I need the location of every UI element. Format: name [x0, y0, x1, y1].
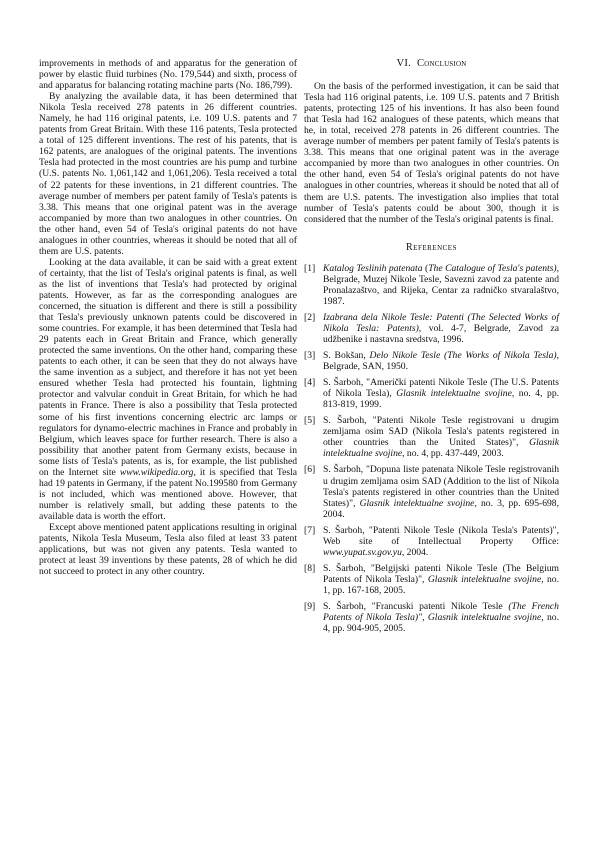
- references-heading: References: [406, 241, 457, 253]
- reference-text: S. Šarboh, "Patenti Nikole Tesle (Nikola Tesla's Patents)", Web site of Intellectual Property Office: www.yupat.sv.gov.yu, 2004.: [323, 524, 559, 558]
- reference-text: S. Šarboh, "Patenti Nikole Tesle registrovani u drugim zemljama osim SAD (Nikola Tesla's patents registered in other countries than the United States)", Glasnik intelektualne svojine, no. 4, pp. 437-449, 2003.: [323, 415, 559, 460]
- reference-item: [304, 415, 559, 459]
- section-heading: [304, 58, 559, 69]
- reference-number: [8]: [304, 562, 316, 574]
- wikipedia-link: www.wikipedia.org: [119, 466, 194, 478]
- reference-text: S. Šarboh, "Dopuna liste patenata Nikole Tesle registrovanih u drugim zemljama osim SAD (Addition to the list of Nikola Tesla's patents registered in other countries than the United States)", Glasnik intelektualne svojine, no. 3, pp. 695-698, 2004.: [323, 464, 559, 520]
- right-column: [304, 58, 559, 639]
- reference-item: [304, 312, 559, 345]
- reference-number: [3]: [304, 350, 316, 362]
- reference-item: [304, 377, 559, 410]
- reference-number: [5]: [304, 415, 316, 427]
- reference-text: S. Šarboh, "Francuski patenti Nikole Tesle (The French Patents of Nikola Tesla)", Glasnik intelektualne svojine, no. 4, pp. 904-905, 2005.: [323, 600, 559, 635]
- conclusion-text: On the basis of the performed investigation, it can be said that Tesla had 116 original patents, i.e. 109 U.S. patents and 7 British patents, protecting 125 of his inventions. It has also been found that Tesla had 162 analogues of these patents, which means that he, in total, received 278 patents in 26 different countries. The average number of members per patent family of Tesla's patents is 3.38. This means that one original patent was in the average accompanied by more than two analogues in other countries. On the other hand, even 54 of Tesla's original patents do not have analogues in other countries, whereas it should be noted that all of them are U.S. patents. The investigation also implies that total number of Tesla's patents could be about 300, though it is considered that the number of the Tesla's original patents is final.: [304, 81, 559, 225]
- reference-item: [304, 464, 559, 519]
- reference-item: [304, 563, 559, 596]
- reference-number: [2]: [304, 311, 316, 323]
- paragraph-text: Looking at the data available, it can be said with a great extent of certainty, that the list of Tesla's original patents is final, as well as the list of inventions that Tesla's had protected by original patents. However, as far as the corresponding analogues are concerned, the situation is different and there is still a possibility that Tesla's previously unknown patents could be discovered in some countries. For example, it has been determined that Tesla had 29 patents each in Great Britain and France, which generally protected the same inventions. On the other hand, comparing these patents to each other, it can be seen that they do not always have the same invention as a subject, and therefore it has not yet been ensured whether Tesla had protected his fountain, lightning protector and valvular conduit in Great Britain, for which he had patents in France. There is also a possibility that Tesla protected some of his first inventions concerning electric arc lamps or regulators for dynamo-electric machines in France and probably in Belgium, which leaves space for further research. There is also a possibility that another patent from Germany exists, because in some lists of Tesla's patents, as is, for example, the list published on the Internet site: [39, 256, 297, 478]
- reference-item: [304, 350, 559, 372]
- reference-number: [7]: [304, 524, 316, 536]
- reference-text: Izabrana dela Nikole Tesle: Patenti (The Selected Works of Nikola Tesla: Patents), vol. 4-7, Belgrade, Zavod za udžbenike i nastavna sredstva, 1996.: [323, 311, 559, 345]
- reference-list: [304, 263, 559, 634]
- reference-number: [9]: [304, 600, 316, 612]
- paragraph-text: , it is specified that Tesla had 19 patents in Germany, if the patent No.199580 from Germany is not included, which was mentioned above. However, that number is relatively small, but adding these patents to the available data is worth the effort.: [39, 466, 298, 522]
- reference-number: [4]: [304, 377, 316, 389]
- reference-item: [304, 263, 559, 307]
- paragraph: [39, 257, 297, 522]
- reference-item: [304, 525, 559, 558]
- paragraph: By analyzing the available data, it has been determined that Nikola Tesla received 278 patents in 26 different countries. Namely, he had 116 original patents, i.e. 109 U.S. patents and 7 patents from Great Britain. With these 116 patents, Tesla protected a total of 125 different inventions. The rest of his patents, that is 162 patents, are analogues of the original patents. The inventions Tesla had protected in the most countries are his pump and turbine (U.S. patents No. 1,061,142 and 1,061,206). Tesla received a total of 22 patents for these inventions, in 21 different countries. The average number of members per patent family of Tesla's patents is 3.38. This means that one original patent was in the average accompanied by more than two analogues in other countries. On the other hand, even 54 of Tesla's original patents do not have analogues in other countries, whereas it should be noted that all of them are U.S. patents.: [39, 91, 297, 257]
- section-number: VI.: [396, 58, 411, 69]
- reference-number: [6]: [304, 464, 316, 476]
- paragraph: improvements in methods of and apparatus for the generation of power by elastic fluid turbines (No. 179,544) and sixth, process of and apparatus for balancing rotating machine parts (No. 186,799).: [39, 58, 297, 92]
- reference-number: [1]: [304, 262, 316, 274]
- section-title: Conclusion: [416, 58, 467, 69]
- paragraph: Except above mentioned patent applications resulting in original patents, Nikola Tesla Museum, Tesla also filed at least 33 patent applications, but was not given any patents. Tesla wanted to protect at least 39 inventions by these patents, 28 of which he did not succeed to protect in any other country.: [39, 521, 297, 578]
- reference-item: [304, 601, 559, 634]
- reference-text: S. Šarboh, "Američki patenti Nikole Tesle (The U.S. Patents of Nikola Tesla), Glasnik intelektualne svojine, no. 4, pp. 813-819, 1999.: [323, 377, 560, 411]
- reference-text: Katalog Teslinih patenata (The Catalogue of Tesla's patents), Belgrade, Muzej Nikole Tesle, Savezni zavod za patente and Pronalazaštvo, and Rijeka, Centar za radničko stvaralaštvo, 1987.: [323, 262, 559, 307]
- reference-text: S. Šarboh, "Belgijski patenti Nikole Tesle (The Belgium Patents of Nikola Tesla)", Glasnik intelektualne svojine, no. 1, pp. 167-168, 2005.: [323, 562, 559, 596]
- left-column: [39, 58, 297, 577]
- reference-text: S. Bokšan, Delo Nikole Tesle (The Works of Nikola Tesla), Belgrade, SAN, 1950.: [323, 350, 559, 373]
